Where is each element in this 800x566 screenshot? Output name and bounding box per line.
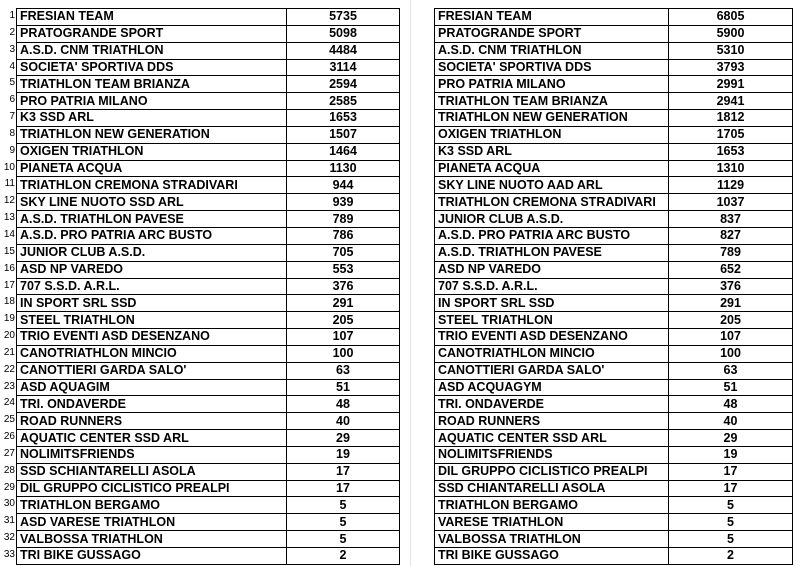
table-row [17, 76, 400, 93]
team-name-cell[interactable]: ROAD RUNNERS [17, 413, 287, 430]
table-row [17, 396, 400, 413]
score-cell[interactable]: 2594 [287, 76, 400, 93]
row-number[interactable]: 4 [9, 60, 15, 72]
score-cell[interactable]: 100 [669, 345, 793, 362]
team-name-cell[interactable]: PIANETA ACQUA [17, 160, 287, 177]
table-row [17, 329, 400, 346]
row-number[interactable]: 17 [3, 279, 15, 291]
row-number[interactable]: 28 [3, 464, 15, 476]
score-cell[interactable]: 17 [669, 480, 793, 497]
row-number[interactable]: 2 [9, 26, 15, 38]
row-number[interactable]: 11 [4, 178, 15, 190]
team-name-cell[interactable]: SSD CHIANTARELLI ASOLA [435, 480, 669, 497]
score-cell[interactable]: 6805 [669, 9, 793, 26]
team-name-cell[interactable]: STEEL TRIATHLON [435, 312, 669, 329]
team-name-cell[interactable]: DIL GRUPPO CICLISTICO PREALPI [17, 480, 287, 497]
score-cell[interactable]: 17 [287, 463, 400, 480]
team-name-cell[interactable]: TRI. ONDAVERDE [435, 396, 669, 413]
table-row [17, 227, 400, 244]
team-name-cell[interactable]: AQUATIC CENTER SSD ARL [17, 430, 287, 447]
score-cell[interactable]: 5 [669, 497, 793, 514]
score-cell[interactable]: 29 [287, 430, 400, 447]
score-cell[interactable]: 789 [287, 211, 400, 228]
score-cell[interactable]: 48 [669, 396, 793, 413]
score-cell[interactable]: 51 [287, 379, 400, 396]
table-row [435, 278, 793, 295]
score-cell[interactable]: 48 [287, 396, 400, 413]
score-cell[interactable]: 1129 [669, 177, 793, 194]
table-row [17, 548, 400, 565]
team-name-cell[interactable]: PRO PATRIA MILANO [435, 76, 669, 93]
row-number[interactable]: 10 [3, 161, 15, 173]
row-number[interactable]: 29 [3, 481, 15, 493]
table-row [17, 497, 400, 514]
score-cell[interactable]: 2991 [669, 76, 793, 93]
team-name-cell[interactable]: 707 S.S.D. A.R.L. [435, 278, 669, 295]
team-name-cell[interactable]: TRIATHLON BERGAMO [17, 497, 287, 514]
table-row [435, 25, 793, 42]
score-cell[interactable]: 2585 [287, 93, 400, 110]
table-row [435, 227, 793, 244]
score-cell[interactable]: 1705 [669, 126, 793, 143]
table-row [435, 261, 793, 278]
score-cell[interactable]: 5098 [287, 25, 400, 42]
table-row [435, 531, 793, 548]
row-number[interactable]: 13 [3, 212, 15, 224]
score-cell[interactable]: 786 [287, 227, 400, 244]
row-number[interactable]: 8 [9, 127, 15, 139]
score-cell[interactable]: 19 [287, 446, 400, 463]
row-number[interactable]: 33 [3, 549, 15, 560]
row-number[interactable]: 22 [3, 363, 15, 375]
table-row [17, 42, 400, 59]
score-cell[interactable]: 1653 [669, 143, 793, 160]
score-cell[interactable]: 291 [287, 295, 400, 312]
team-name-cell[interactable]: TRIATHLON CREMONA STRADIVARI [17, 177, 287, 194]
table-row [435, 548, 793, 565]
table-row [17, 25, 400, 42]
team-name-cell[interactable]: PRATOGRANDE SPORT [17, 25, 287, 42]
table-row [17, 413, 400, 430]
team-name-cell[interactable]: JUNIOR CLUB A.S.D. [435, 211, 669, 228]
table-row [435, 126, 793, 143]
table-row [435, 413, 793, 430]
team-name-cell[interactable]: PIANETA ACQUA [435, 160, 669, 177]
score-cell[interactable]: 63 [669, 362, 793, 379]
score-cell[interactable]: 376 [669, 278, 793, 295]
table-row [435, 514, 793, 531]
score-cell[interactable]: 652 [669, 261, 793, 278]
score-cell[interactable]: 40 [669, 413, 793, 430]
row-number[interactable]: 19 [3, 313, 15, 325]
table-row [17, 110, 400, 127]
team-name-cell[interactable]: PRO PATRIA MILANO [17, 93, 287, 110]
team-name-cell[interactable]: TRIATHLON TEAM BRIANZA [435, 93, 669, 110]
team-name-cell[interactable]: 707 S.S.D. A.R.L. [17, 278, 287, 295]
team-name-cell[interactable]: CANOTTIERI GARDA SALO' [17, 362, 287, 379]
row-number[interactable]: 9 [9, 144, 15, 156]
team-name-cell[interactable]: NOLIMITSFRIENDS [435, 446, 669, 463]
team-name-cell[interactable]: TRIATHLON NEW GENERATION [17, 126, 287, 143]
score-cell[interactable]: 291 [669, 295, 793, 312]
team-name-cell[interactable]: A.S.D. TRIATHLON PAVESE [17, 211, 287, 228]
row-number[interactable]: 15 [3, 245, 15, 257]
team-name-cell[interactable]: TRIATHLON CREMONA STRADIVARI [435, 194, 669, 211]
table-row [435, 345, 793, 362]
table-row [17, 143, 400, 160]
score-cell[interactable]: 2 [669, 548, 793, 565]
table-row [435, 497, 793, 514]
score-cell[interactable]: 705 [287, 244, 400, 261]
score-cell[interactable]: 100 [287, 345, 400, 362]
team-name-cell[interactable]: ASD VARESE TRIATHLON [17, 514, 287, 531]
row-number[interactable]: 30 [3, 498, 15, 510]
score-cell[interactable]: 107 [669, 329, 793, 346]
row-number[interactable]: 20 [3, 330, 15, 342]
row-number[interactable]: 3 [9, 43, 15, 55]
team-name-cell[interactable]: ASD NP VAREDO [17, 261, 287, 278]
team-name-cell[interactable]: DIL GRUPPO CICLISTICO PREALPI [435, 463, 669, 480]
row-number-column [0, 8, 16, 564]
table-row [435, 42, 793, 59]
table-row [435, 463, 793, 480]
table-row [17, 177, 400, 194]
row-number[interactable]: 7 [9, 111, 15, 123]
score-cell[interactable]: 1310 [669, 160, 793, 177]
team-name-cell[interactable]: TRIATHLON NEW GENERATION [435, 110, 669, 127]
table-row [17, 244, 400, 261]
table-row [17, 362, 400, 379]
team-name-cell[interactable]: IN SPORT SRL SSD [17, 295, 287, 312]
team-name-cell[interactable]: ASD AQUAGIM [17, 379, 287, 396]
score-cell[interactable]: 2941 [669, 93, 793, 110]
score-cell[interactable]: 944 [287, 177, 400, 194]
table-row [17, 295, 400, 312]
table-row [17, 379, 400, 396]
row-number[interactable]: 18 [3, 296, 15, 308]
table-row [17, 278, 400, 295]
table-row [17, 463, 400, 480]
team-name-cell[interactable]: SSD SCHIANTARELLI ASOLA [17, 463, 287, 480]
left-ranking-table [16, 8, 400, 565]
table-row [17, 430, 400, 447]
score-cell[interactable]: 1130 [287, 160, 400, 177]
team-name-cell[interactable]: SOCIETA' SPORTIVA DDS [435, 59, 669, 76]
table-row [435, 211, 793, 228]
table-row [435, 177, 793, 194]
table-row [435, 480, 793, 497]
team-name-cell[interactable]: A.S.D. PRO PATRIA ARC BUSTO [17, 227, 287, 244]
table-row [17, 59, 400, 76]
team-name-cell[interactable]: STEEL TRIATHLON [17, 312, 287, 329]
table-row [17, 93, 400, 110]
table-row [17, 261, 400, 278]
team-name-cell[interactable]: TRIO EVENTI ASD DESENZANO [17, 329, 287, 346]
team-name-cell[interactable]: SOCIETA' SPORTIVA DDS [17, 59, 287, 76]
score-cell[interactable]: 5900 [669, 25, 793, 42]
team-name-cell[interactable]: AQUATIC CENTER SSD ARL [435, 430, 669, 447]
table-row [435, 9, 793, 26]
score-cell[interactable]: 63 [287, 362, 400, 379]
team-name-cell[interactable]: TRIATHLON TEAM BRIANZA [17, 76, 287, 93]
score-cell[interactable]: 5310 [669, 42, 793, 59]
row-number[interactable]: 26 [3, 431, 15, 443]
team-name-cell[interactable]: A.S.D. PRO PATRIA ARC BUSTO [435, 227, 669, 244]
team-name-cell[interactable]: FRESIAN TEAM [17, 9, 287, 26]
score-cell[interactable]: 1812 [669, 110, 793, 127]
table-row [17, 345, 400, 362]
score-cell[interactable]: 5 [287, 514, 400, 531]
table-row [435, 110, 793, 127]
table-row [17, 9, 400, 26]
score-cell[interactable]: 553 [287, 261, 400, 278]
table-row [435, 329, 793, 346]
row-number[interactable]: 1 [9, 10, 15, 21]
score-cell[interactable]: 4484 [287, 42, 400, 59]
score-cell[interactable]: 5 [669, 514, 793, 531]
team-name-cell[interactable]: A.S.D. CNM TRIATHLON [435, 42, 669, 59]
score-cell[interactable]: 827 [669, 227, 793, 244]
team-name-cell[interactable]: VALBOSSA TRIATHLON [17, 531, 287, 548]
row-number[interactable]: 31 [3, 515, 15, 527]
table-row [17, 446, 400, 463]
table-row [435, 312, 793, 329]
table-row [435, 76, 793, 93]
row-number[interactable]: 24 [3, 397, 15, 409]
score-cell[interactable]: 29 [669, 430, 793, 447]
table-row [435, 194, 793, 211]
row-number[interactable]: 21 [3, 346, 15, 358]
row-number[interactable]: 14 [3, 228, 15, 240]
score-cell[interactable]: 5 [287, 497, 400, 514]
row-number[interactable]: 27 [3, 447, 15, 459]
score-cell[interactable]: 17 [287, 480, 400, 497]
table-row [435, 295, 793, 312]
score-cell[interactable]: 3793 [669, 59, 793, 76]
team-name-cell[interactable]: ROAD RUNNERS [435, 413, 669, 430]
team-name-cell[interactable]: FRESIAN TEAM [435, 9, 669, 26]
table-row [435, 59, 793, 76]
row-number[interactable]: 6 [9, 94, 15, 106]
row-number[interactable]: 23 [3, 380, 15, 392]
score-cell[interactable]: 1464 [287, 143, 400, 160]
table-row [17, 480, 400, 497]
team-name-cell[interactable]: TRI. ONDAVERDE [17, 396, 287, 413]
team-name-cell[interactable]: TRIO EVENTI ASD DESENZANO [435, 329, 669, 346]
score-cell[interactable]: 2 [287, 548, 400, 565]
table-row [435, 379, 793, 396]
score-cell[interactable]: 107 [287, 329, 400, 346]
table-row [17, 126, 400, 143]
team-name-cell[interactable]: CANOTRIATHLON MINCIO [17, 345, 287, 362]
table-row [435, 362, 793, 379]
table-row [435, 143, 793, 160]
table-row [435, 396, 793, 413]
team-name-cell[interactable]: SKY LINE NUOTO AAD ARL [435, 177, 669, 194]
score-cell[interactable]: 1037 [669, 194, 793, 211]
score-cell[interactable]: 5735 [287, 9, 400, 26]
score-cell[interactable]: 837 [669, 211, 793, 228]
score-cell[interactable]: 1507 [287, 126, 400, 143]
table-row [17, 194, 400, 211]
team-name-cell[interactable]: CANOTTIERI GARDA SALO' [435, 362, 669, 379]
sheet-divider [410, 0, 411, 566]
team-name-cell[interactable]: A.S.D. CNM TRIATHLON [17, 42, 287, 59]
score-cell[interactable]: 1653 [287, 110, 400, 127]
score-cell[interactable]: 376 [287, 278, 400, 295]
table-row [17, 514, 400, 531]
score-cell[interactable]: 40 [287, 413, 400, 430]
table-row [17, 211, 400, 228]
team-name-cell[interactable]: OXIGEN TRIATHLON [435, 126, 669, 143]
row-number[interactable]: 16 [3, 262, 15, 274]
team-name-cell[interactable]: ASD ACQUAGYM [435, 379, 669, 396]
table-row [435, 160, 793, 177]
score-cell[interactable]: 17 [669, 463, 793, 480]
score-cell[interactable]: 789 [669, 244, 793, 261]
table-row [17, 531, 400, 548]
table-row [435, 93, 793, 110]
team-name-cell[interactable]: TRI BIKE GUSSAGO [17, 548, 287, 565]
score-cell[interactable]: 5 [287, 531, 400, 548]
table-row [17, 312, 400, 329]
team-name-cell[interactable]: SKY LINE NUOTO SSD ARL [17, 194, 287, 211]
table-row [435, 430, 793, 447]
team-name-cell[interactable]: TRIATHLON BERGAMO [435, 497, 669, 514]
score-cell[interactable]: 5 [669, 531, 793, 548]
score-cell[interactable]: 3114 [287, 59, 400, 76]
team-name-cell[interactable]: PRATOGRANDE SPORT [435, 25, 669, 42]
team-name-cell[interactable]: NOLIMITSFRIENDS [17, 446, 287, 463]
right-ranking-table [434, 8, 793, 565]
team-name-cell[interactable]: A.S.D. TRIATHLON PAVESE [435, 244, 669, 261]
row-number[interactable]: 12 [3, 195, 15, 207]
team-name-cell[interactable]: IN SPORT SRL SSD [435, 295, 669, 312]
team-name-cell[interactable]: JUNIOR CLUB A.S.D. [17, 244, 287, 261]
row-number[interactable]: 25 [3, 414, 15, 426]
team-name-cell[interactable]: CANOTRIATHLON MINCIO [435, 345, 669, 362]
score-cell[interactable]: 51 [669, 379, 793, 396]
team-name-cell[interactable]: VARESE TRIATHLON [435, 514, 669, 531]
table-row [435, 446, 793, 463]
team-name-cell[interactable]: OXIGEN TRIATHLON [17, 143, 287, 160]
team-name-cell[interactable]: VALBOSSA TRIATHLON [435, 531, 669, 548]
row-number[interactable]: 5 [9, 77, 15, 89]
row-number[interactable]: 32 [3, 532, 15, 544]
score-cell[interactable]: 205 [287, 312, 400, 329]
team-name-cell[interactable]: ASD NP VAREDO [435, 261, 669, 278]
score-cell[interactable]: 939 [287, 194, 400, 211]
table-row [435, 244, 793, 261]
score-cell[interactable]: 19 [669, 446, 793, 463]
team-name-cell[interactable]: K3 SSD ARL [435, 143, 669, 160]
table-row [17, 160, 400, 177]
team-name-cell[interactable]: TRI BIKE GUSSAGO [435, 548, 669, 565]
score-cell[interactable]: 205 [669, 312, 793, 329]
team-name-cell[interactable]: K3 SSD ARL [17, 110, 287, 127]
